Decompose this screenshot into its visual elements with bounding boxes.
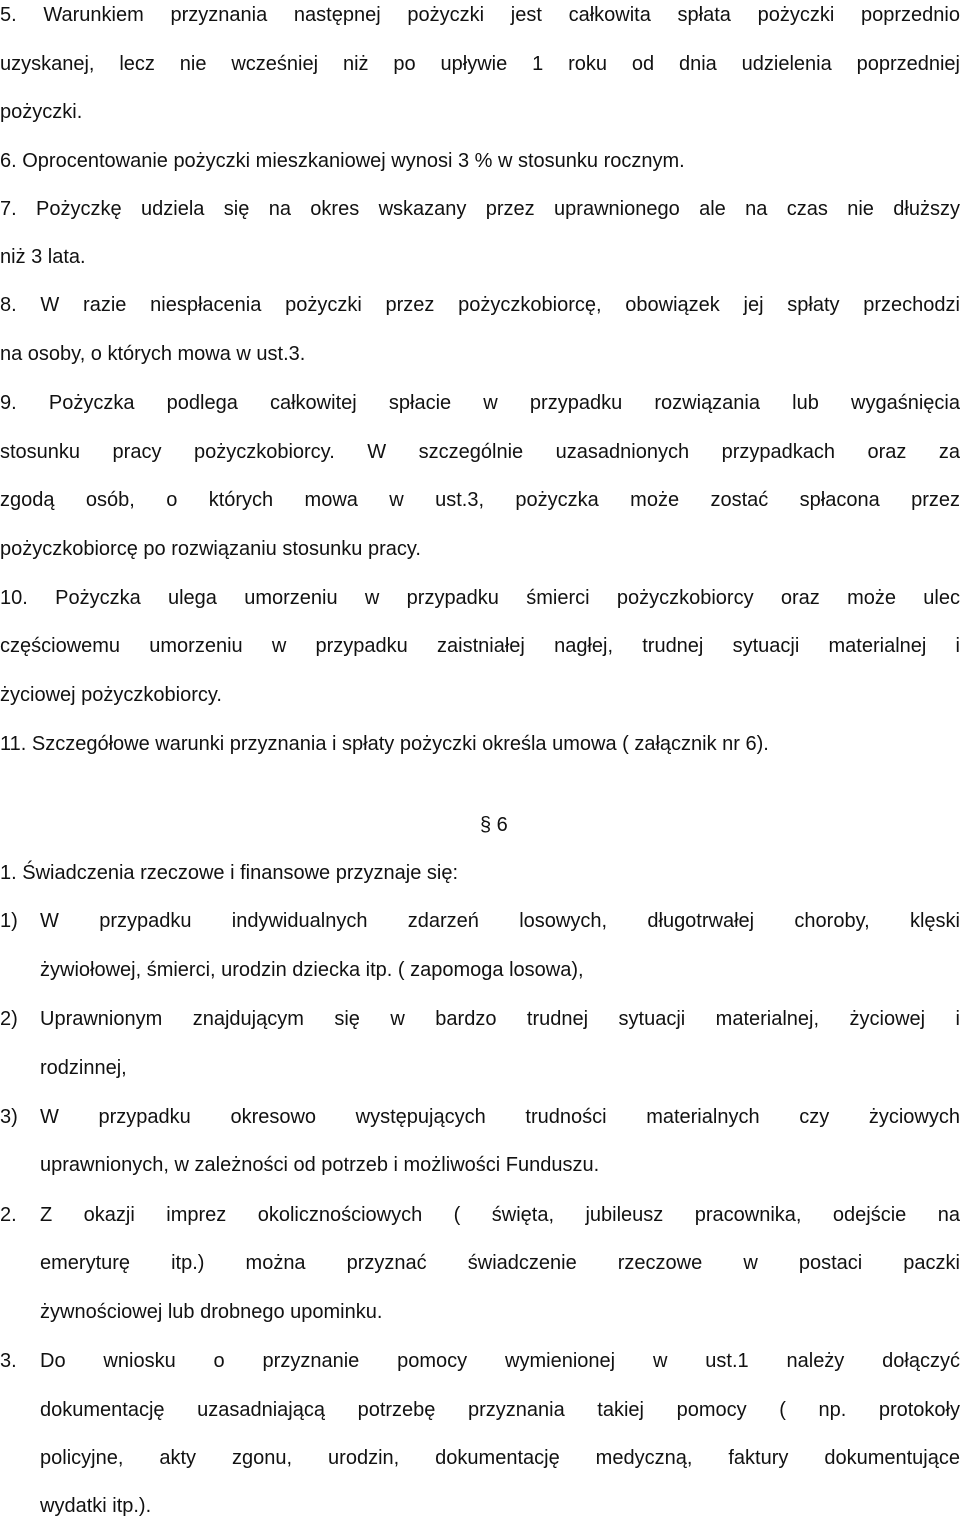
paragraph-7-line-1: 7. Pożyczkę udziela się na okres wskazany przez uprawnionego ale na czas nie dłuższy: [0, 198, 960, 220]
paragraph-9-line-4: pożyczkobiorcę po rozwiązaniu stosunku pracy.: [0, 538, 421, 560]
paragraph-8-line-1: 8. W razie niespłacenia pożyczki przez pożyczkobiorcę, obowiązek jej spłaty przechodzi: [0, 294, 960, 316]
sub-item-1-number: 1): [0, 910, 18, 932]
paragraph-6-line-1: 6. Oprocentowanie pożyczki mieszkaniowej wynosi 3 % w stosunku rocznym.: [0, 150, 685, 172]
sub-item-2-line-1: Uprawnionym znajdującym się w bardzo trudnej sytuacji materialnej, życiowej i: [40, 1008, 960, 1030]
item-3-line-2: dokumentację uzasadniającą potrzebę przyznania takiej pomocy ( np. protokoły: [40, 1399, 960, 1421]
paragraph-8-line-2: na osoby, o których mowa w ust.3.: [0, 343, 306, 365]
item-3-line-4: wydatki itp.).: [40, 1495, 152, 1517]
sub-item-1-line-2: żywiołowej, śmierci, urodzin dziecka itp. ( zapomoga losowa),: [40, 959, 584, 981]
sub-item-2-number: 2): [0, 1008, 18, 1030]
item-3-line-3: policyjne, akty zgonu, urodzin, dokumentację medyczną, faktury dokumentujące: [40, 1447, 960, 1469]
paragraph-9-line-1: 9. Pożyczka podlega całkowitej spłacie w przypadku rozwiązania lub wygaśnięcia: [0, 392, 960, 414]
paragraph-11-line-1: 11. Szczegółowe warunki przyznania i spłaty pożyczki określa umowa ( załącznik nr 6).: [0, 733, 769, 755]
sub-item-3-line-1: W przypadku okresowo występujących trudności materialnych czy życiowych: [40, 1106, 960, 1128]
item-2-line-2: emeryturę itp.) można przyznać świadczenie rzeczowe w postaci paczki: [40, 1252, 960, 1274]
paragraph-7-line-2: niż 3 lata.: [0, 246, 86, 268]
sub-item-2-line-2: rodzinnej,: [40, 1057, 127, 1079]
paragraph-9-line-2: stosunku pracy pożyczkobiorcy. W szczególnie uzasadnionych przypadkach oraz za: [0, 441, 960, 463]
paragraph-10-line-2: częściowemu umorzeniu w przypadku zaistniałej nagłej, trudnej sytuacji materialnej i: [0, 635, 960, 657]
sub-item-3-line-2: uprawnionych, w zależności od potrzeb i możliwości Funduszu.: [40, 1154, 600, 1176]
paragraph-10-line-1: 10. Pożyczka ulega umorzeniu w przypadku śmierci pożyczkobiorcy oraz może ulec: [0, 587, 960, 609]
paragraph-9-line-3: zgodą osób, o których mowa w ust.3, pożyczka może zostać spłacona przez: [0, 489, 960, 511]
item-2-line-3: żywnościowej lub drobnego upominku.: [40, 1301, 383, 1323]
sub-item-1-line-1: W przypadku indywidualnych zdarzeń losowych, długotrwałej choroby, klęski: [40, 910, 960, 932]
paragraph-10-line-3: życiowej pożyczkobiorcy.: [0, 684, 222, 706]
sub-item-3-number: 3): [0, 1106, 18, 1128]
section-intro: 1. Świadczenia rzeczowe i finansowe przyznaje się:: [0, 862, 458, 884]
paragraph-5-line-2: uzyskanej, lecz nie wcześniej niż po upływie 1 roku od dnia udzielenia poprzedniej: [0, 53, 960, 75]
item-2-number: 2.: [0, 1204, 17, 1226]
section-heading: § 6: [480, 814, 508, 836]
item-2-line-1: Z okazji imprez okolicznościowych ( święta, jubileusz pracownika, odejście na: [40, 1204, 960, 1226]
item-3-number: 3.: [0, 1350, 17, 1372]
paragraph-5-line-1: 5. Warunkiem przyznania następnej pożyczki jest całkowita spłata pożyczki poprzednio: [0, 4, 960, 26]
paragraph-5-line-3: pożyczki.: [0, 101, 83, 123]
item-3-line-1: Do wniosku o przyznanie pomocy wymienionej w ust.1 należy dołączyć: [40, 1350, 960, 1372]
